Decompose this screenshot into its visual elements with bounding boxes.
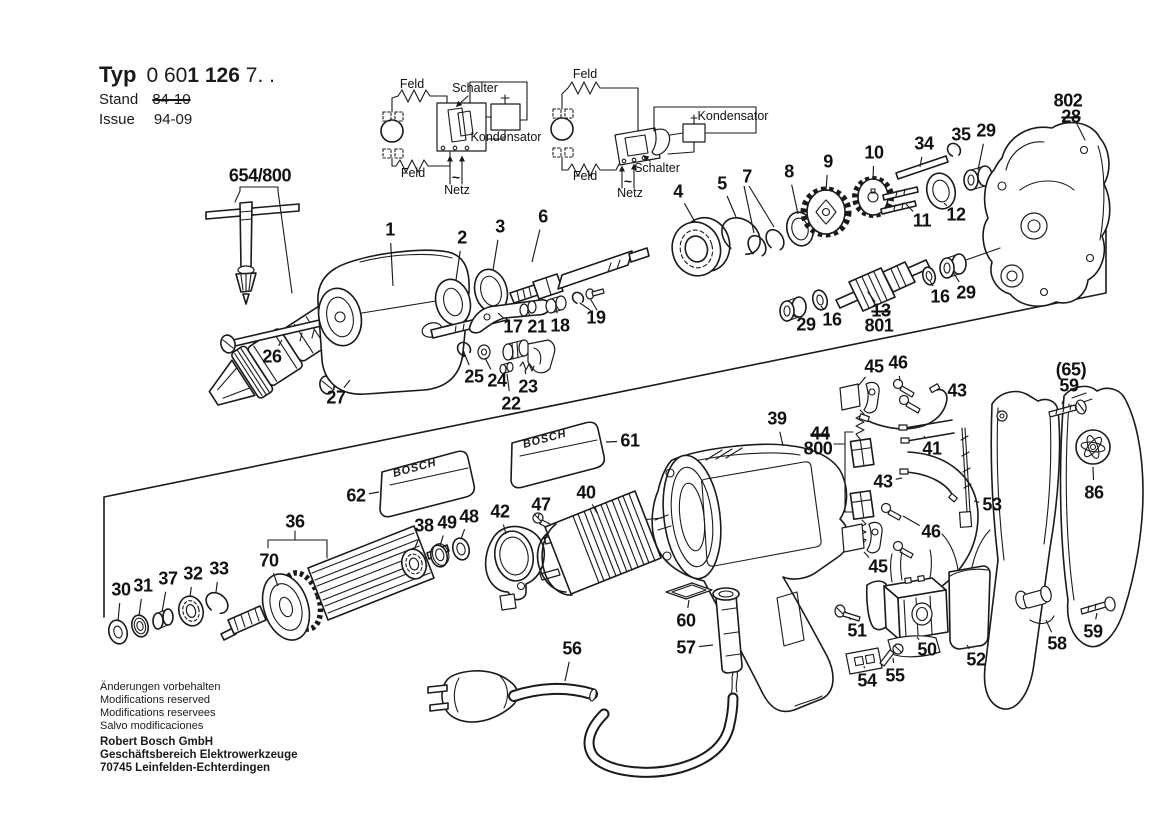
part-callout-802: 802 <box>1053 90 1083 111</box>
footer-line: Modifications reserved <box>100 694 211 706</box>
part-callout-53: 53 <box>982 494 1002 515</box>
part-callout-9: 9 <box>823 151 833 172</box>
part-callout-7: 7 <box>742 166 752 187</box>
part-callout-43: 43 <box>947 380 967 401</box>
part-callout-21: 21 <box>527 316 547 337</box>
circuit-right-schalter-label: Schalter <box>634 161 680 175</box>
part-callout-54: 54 <box>857 670 877 691</box>
part-callout-34: 34 <box>914 133 934 154</box>
part-callout-28: 28 <box>1061 106 1081 127</box>
part-callout-46: 46 <box>888 352 908 373</box>
circuit-right-netz-label: Netz <box>617 186 643 200</box>
part-callout-86: 86 <box>1084 482 1104 503</box>
circuit-left-kondensator-label: Kondensator <box>470 130 542 144</box>
footer-company: Robert Bosch GmbH <box>100 736 214 748</box>
part-callout-16: 16 <box>822 309 842 330</box>
part-callout-39: 39 <box>767 408 787 429</box>
stand-value: 84-10 <box>152 91 191 108</box>
circuit-right-kondensator-label: Kondensator <box>697 109 769 123</box>
part-callout-33: 33 <box>209 558 229 579</box>
part-callout-29: 29 <box>956 282 976 303</box>
part-callout-35: 35 <box>951 124 971 145</box>
issue-label: Issue <box>99 111 135 128</box>
part-callout-12: 12 <box>946 204 966 225</box>
part-callout-24: 24 <box>487 370 507 391</box>
part-callout-42: 42 <box>490 501 510 522</box>
part-callout-30: 30 <box>111 579 131 600</box>
footer-line: Modifications reservees <box>100 707 216 719</box>
footer-line: Änderungen vorbehalten <box>100 681 221 693</box>
part-callout-10: 10 <box>864 142 884 163</box>
part-callout-3: 3 <box>495 216 505 237</box>
stand-label: Stand <box>99 91 139 108</box>
bosch-logo-text: BOSCH <box>391 456 438 480</box>
part-callout-61: 61 <box>620 430 640 451</box>
part-callout-51: 51 <box>847 620 867 641</box>
part-callout-52: 52 <box>966 649 986 670</box>
part-callout-26: 26 <box>262 346 282 367</box>
part-callout-27: 27 <box>326 387 346 408</box>
typ-number-c: 7. . <box>245 64 275 87</box>
part-callout-654800: 654/800 <box>228 165 292 186</box>
part-callout-1: 1 <box>385 219 395 240</box>
circuit-left-feld-top-label: Feld <box>399 77 425 91</box>
part-callout-40: 40 <box>576 482 596 503</box>
part-callout-29: 29 <box>976 120 996 141</box>
part-callout-5: 5 <box>717 173 727 194</box>
part-callout-49: 49 <box>437 512 457 533</box>
part-callout-70: 70 <box>259 550 279 571</box>
typ-number-b: 1 126 <box>187 64 240 87</box>
part-callout-36: 36 <box>285 511 305 532</box>
part-callout-13: 13 <box>871 300 891 321</box>
part-callout-56: 56 <box>562 638 582 659</box>
typ-label: Typ <box>99 62 137 87</box>
part-callout-22: 22 <box>501 393 521 414</box>
circuit-right-feld-bottom-label: Feld <box>572 169 598 183</box>
part-callout-2: 2 <box>457 227 467 248</box>
part-callout-18: 18 <box>550 315 570 336</box>
part-callout-11: 11 <box>912 210 932 231</box>
part-callout-59: 59 <box>1083 621 1103 642</box>
circuit-right-ac-symbol: ~ <box>623 173 633 189</box>
part-callout-58: 58 <box>1047 633 1067 654</box>
footer-address: 70745 Leinfelden-Echterdingen <box>100 762 270 774</box>
part-callout-43: 43 <box>873 471 893 492</box>
part-callout-6: 6 <box>538 206 548 227</box>
part-callout-19: 19 <box>586 307 606 328</box>
part-callout-46: 46 <box>921 521 941 542</box>
part-callout-48: 48 <box>459 506 479 527</box>
part-callout-38: 38 <box>414 515 434 536</box>
part-callout-62: 62 <box>346 485 366 506</box>
footer-line: Salvo modificaciones <box>100 720 204 732</box>
part-callout-31: 31 <box>133 575 153 596</box>
part-callout-44: 44 <box>810 423 830 444</box>
part-callout-41: 41 <box>922 438 942 459</box>
part-callout-8: 8 <box>784 161 794 182</box>
typ-number-a: 0 60 <box>146 64 188 87</box>
part-callout-23: 23 <box>518 376 538 397</box>
part-callout-29: 29 <box>796 314 816 335</box>
part-callout-32: 32 <box>183 563 203 584</box>
part-callout-57: 57 <box>676 637 696 658</box>
part-callout-59: 59 <box>1059 375 1079 396</box>
issue-value: 94-09 <box>153 111 193 128</box>
part-callout-60: 60 <box>676 610 696 631</box>
part-callout-801: 801 <box>864 315 894 336</box>
part-callout-4: 4 <box>673 181 683 202</box>
bosch-logo-text: BOSCH <box>521 427 568 451</box>
part-callout-17: 17 <box>503 316 523 337</box>
circuit-right-feld-top-label: Feld <box>572 67 598 81</box>
circuit-left-schalter-label: Schalter <box>452 81 498 95</box>
part-callout-25: 25 <box>464 366 484 387</box>
part-callout-50: 50 <box>917 639 937 660</box>
part-callout-800: 800 <box>803 438 833 459</box>
part-callout-55: 55 <box>885 665 905 686</box>
legal-block <box>100 681 298 775</box>
circuit-left-feld-bottom-label: Feld <box>400 166 426 180</box>
circuit-left-ac-symbol: ~ <box>451 169 461 185</box>
part-callout-45: 45 <box>864 356 884 377</box>
footer-division: Geschäftsbereich Elektrowerkzeuge <box>100 749 298 761</box>
part-callout-37: 37 <box>158 568 178 589</box>
part-callout-16: 16 <box>930 286 950 307</box>
circuit-left-netz-label: Netz <box>444 183 470 197</box>
part-callout-47: 47 <box>531 494 551 515</box>
part-callout-65: (65) <box>1055 359 1087 380</box>
part-callout-45: 45 <box>868 556 888 577</box>
